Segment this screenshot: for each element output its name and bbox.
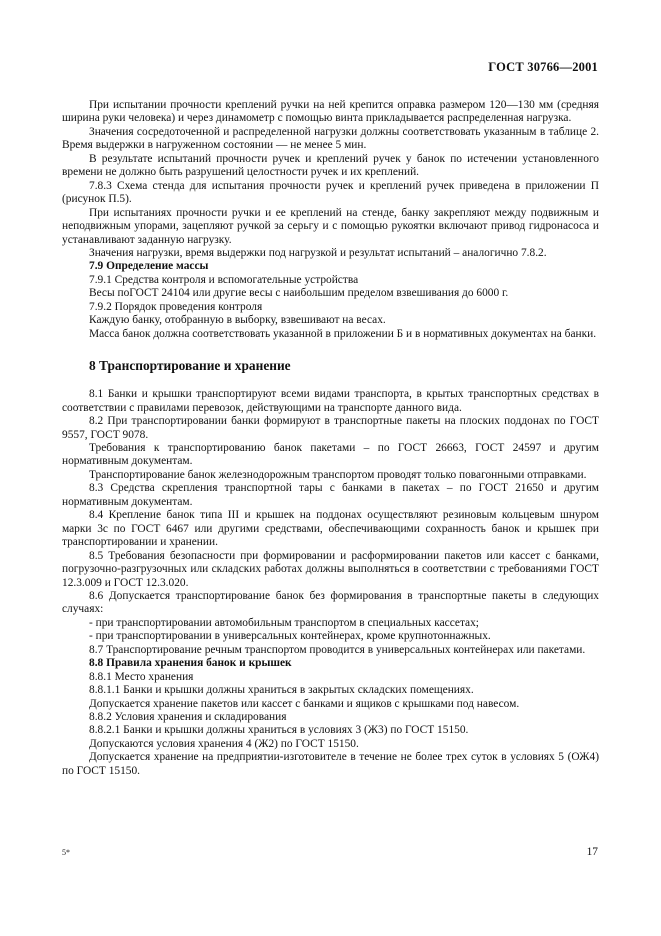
list-item: - при транспортировании в универсальных контейнерах, кроме крупнотоннажных.: [89, 630, 491, 643]
body-paragraph: Транспортирование банок железнодорожным транспортом проводят только повагонными отправками.: [89, 468, 587, 481]
page-number: 17: [586, 846, 598, 858]
body-paragraph: 8.4 Крепление банок типа III и крышек на поддонах осуществляют резиновым кольцевым шнуром марки 3с по ГОСТ 6467 или другими средствами, обеспечивающими сохранность банок и крышек при транспортировании и хранении.: [62, 509, 599, 549]
body-paragraph: Требования к транспортированию банок пакетами – по ГОСТ 26663, ГОСТ 24597 и другим нормативным документам.: [62, 441, 599, 468]
signature-mark: 5*: [62, 848, 70, 857]
body-paragraph: 7.9.2 Порядок проведения контроля: [89, 300, 263, 313]
body-paragraph: 8.2 При транспортировании банки формируют в транспортные пакеты на плоских поддонах по ГОСТ 9557, ГОСТ 9078.: [62, 415, 599, 441]
document-code-header: ГОСТ 30766—2001: [488, 60, 598, 74]
subsection-heading-storage: 8.8 Правила хранения банок и крышек: [89, 657, 292, 670]
body-paragraph: Значения сосредоточенной и распределенной нагрузки должны соответствовать указанным в таблице 2. Время выдержки в нагруженном состоянии — не менее 5 мин.: [62, 125, 599, 152]
body-paragraph: 8.6 Допускается транспортирование банок без формирования в транспортные пакеты в следующих случаях:: [62, 589, 599, 616]
body-paragraph: При испытаниях прочности ручки и ее креплений на стенде, банку закрепляют между подвижным и неподвижным упорами, зацепляют ручкой за серьгу и с помощью рукоятки включают привод гидронасоса и устанавливают заданную нагрузку.: [62, 206, 599, 246]
body-paragraph: Допускаются условия хранения 4 (Ж2) по ГОСТ 15150.: [89, 737, 359, 750]
body-paragraph: 8.8.1 Место хранения: [89, 670, 194, 683]
section-title-transport: 8 Транспортирование и хранение: [89, 358, 291, 374]
body-paragraph: При испытании прочности креплений ручки на ней крепится оправка размером 120—130 мм (средняя ширина руки человека) и через динамометр с помощью винта прикладывается распределенная нагрузка.: [62, 99, 599, 125]
body-paragraph: Значения нагрузки, время выдержки под нагрузкой и результат испытаний – аналогично 7.8.2.: [89, 246, 547, 259]
subsection-heading-mass: 7.9 Определение массы: [89, 260, 209, 273]
body-paragraph: 8.1 Банки и крышки транспортируют всеми видами транспорта, в крытых транспортных средствах в соответствии с правилами перевозок, действующими на транспорте данного вида.: [62, 388, 599, 414]
body-paragraph: 7.8.3 Схема стенда для испытания прочности ручек и креплений ручек приведена в приложении П (рисунок П.5).: [62, 179, 599, 206]
body-paragraph: 8.5 Требования безопасности при формировании и расформировании пакетов или кассет с банками, погрузочно-разгрузочных или складских работах должны выполняться в соответствии с требованиями ГОСТ 12.3.009 и ГОСТ 12.3.020.: [62, 549, 599, 589]
body-paragraph: Допускается хранение пакетов или кассет с банками и ящиков с крышками под навесом.: [89, 697, 520, 710]
page-content: [62, 99, 599, 778]
body-paragraph: Весы поГОСТ 24104 или другие весы с наибольшим пределом взвешивания до 6000 г.: [89, 287, 509, 300]
body-paragraph: Допускается хранение на предприятии-изготовителе в течение не более трех суток в условиях 5 (ОЖ4) по ГОСТ 15150.: [62, 751, 599, 777]
body-paragraph: 8.3 Средства скрепления транспортной тары с банками в пакетах – по ГОСТ 21650 и другим нормативным документам.: [62, 482, 599, 508]
body-paragraph: 8.8.2.1 Банки и крышки должны храниться в условиях 3 (Ж3) по ГОСТ 15150.: [89, 724, 469, 737]
body-paragraph: Масса банок должна соответствовать указанной в приложении Б и в нормативных документах на банки.: [89, 327, 597, 340]
body-paragraph: Каждую банку, отобранную в выборку, взвешивают на весах.: [89, 314, 386, 327]
list-item: - при транспортировании автомобильным транспортом в специальных кассетах;: [89, 616, 479, 629]
body-paragraph: 8.8.1.1 Банки и крышки должны храниться в закрытых складских помещениях.: [89, 684, 474, 697]
body-paragraph: 8.8.2 Условия хранения и складирования: [89, 711, 287, 724]
body-paragraph: 8.7 Транспортирование речным транспортом проводится в универсальных контейнерах или пакетами.: [89, 643, 586, 656]
body-paragraph: В результате испытаний прочности ручек и креплений ручек у банок по истечении установленного времени не должно быть разрушений целостности ручек и их креплений.: [62, 152, 599, 179]
body-paragraph: 7.9.1 Средства контроля и вспомогательные устройства: [89, 273, 359, 286]
